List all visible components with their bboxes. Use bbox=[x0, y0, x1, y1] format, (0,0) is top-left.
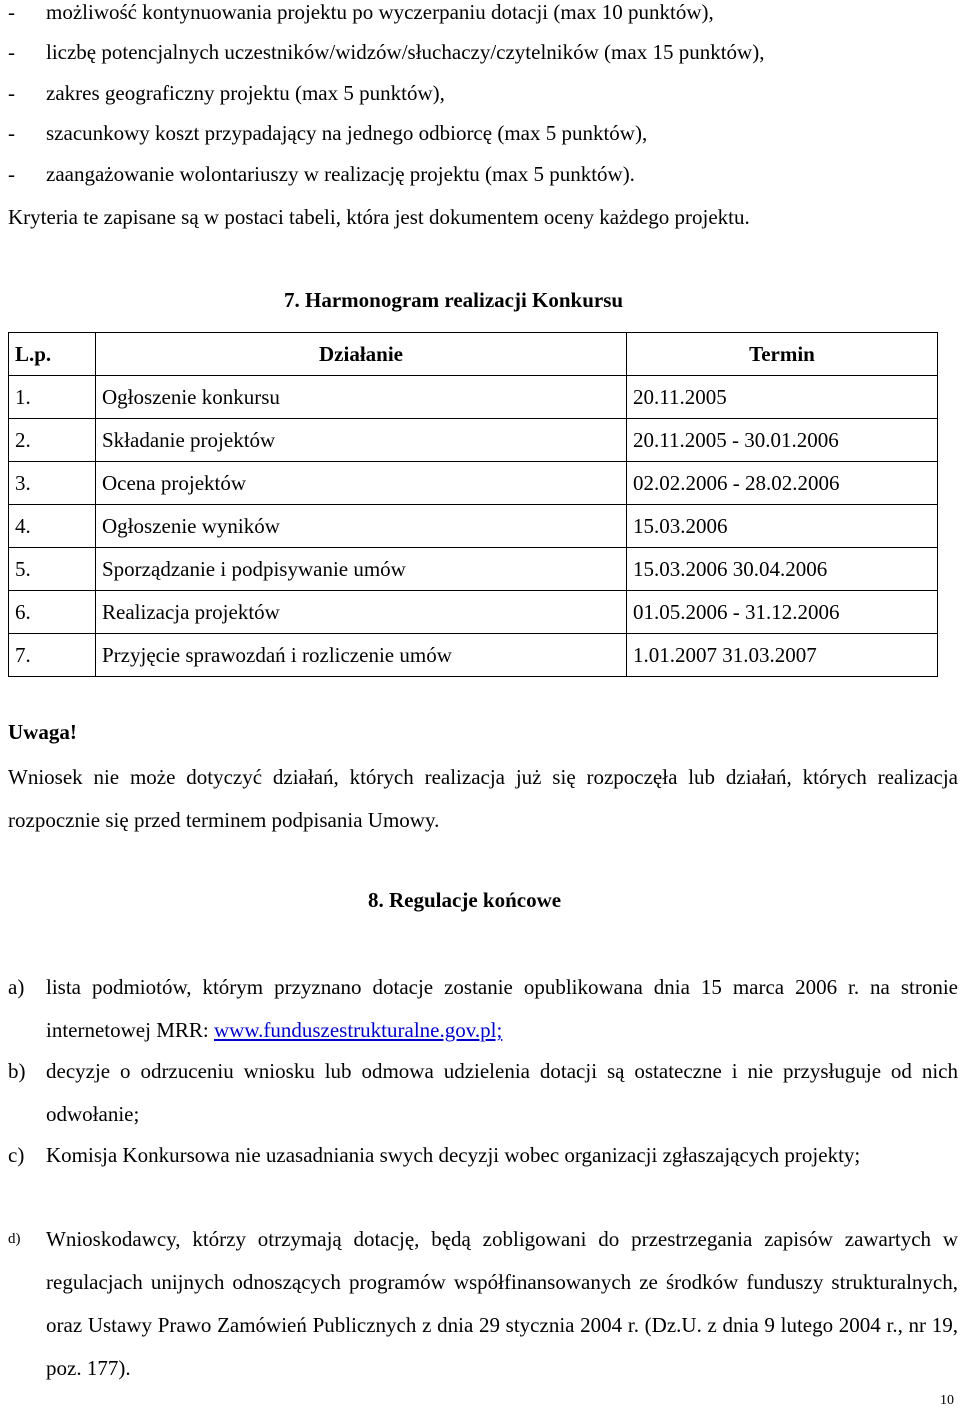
criteria-bullet-text: liczbę potencjalnych uczestników/widzów/słuchaczy/czytelników (max 15 punktów), bbox=[46, 40, 765, 64]
list-marker: d) bbox=[8, 1231, 21, 1247]
row-number: 4. bbox=[9, 505, 96, 548]
mrr-website-link[interactable]: www.funduszestrukturalne.gov.pl; bbox=[213, 1018, 503, 1042]
list-item-text: Wnioskodawcy, którzy otrzymają dotację, będą zobligowani do przestrzegania zapisów zawartych w regulacjach unijnych odnoszących programów współfinansowanych ze środków funduszy strukturalnych, oraz Ustawy Prawo Zamówień Publicznych z dnia 29 stycznia 2004 r. (Dz.U. z dnia 9 lutego 2004 r., nr 19, poz. 177). bbox=[46, 1227, 958, 1380]
criteria-bullet-text: zaangażowanie wolontariuszy w realizację projektu (max 5 punktów). bbox=[46, 162, 635, 186]
row-date: 01.05.2006 - 31.12.2006 bbox=[627, 591, 938, 634]
header-date: Termin bbox=[627, 333, 938, 376]
table-row bbox=[9, 462, 938, 505]
criteria-bullet bbox=[8, 0, 714, 25]
list-item-text: Komisja Konkursowa nie uzasadniania swych decyzji wobec organizacji zgłaszających projekty; bbox=[46, 1143, 861, 1167]
row-action: Ocena projektów bbox=[96, 462, 627, 505]
row-number: 7. bbox=[9, 634, 96, 677]
table-row bbox=[9, 419, 938, 462]
list-item bbox=[8, 966, 958, 1052]
row-action: Realizacja projektów bbox=[96, 591, 627, 634]
criteria-bullet bbox=[8, 121, 647, 146]
table-row bbox=[9, 505, 938, 548]
list-item bbox=[8, 1050, 958, 1136]
list-marker: b) bbox=[8, 1059, 26, 1083]
bullet-dash: - bbox=[8, 0, 15, 24]
criteria-note: Kryteria te zapisane są w postaci tabeli, która jest dokumentem oceny każdego projektu. bbox=[8, 205, 750, 229]
bullet-dash: - bbox=[8, 121, 15, 145]
row-number: 6. bbox=[9, 591, 96, 634]
list-item bbox=[8, 1218, 958, 1390]
criteria-bullet-text: zakres geograficzny projektu (max 5 punktów), bbox=[46, 81, 445, 105]
row-date: 02.02.2006 - 28.02.2006 bbox=[627, 462, 938, 505]
criteria-bullet-text: szacunkowy koszt przypadający na jednego odbiorcę (max 5 punktów), bbox=[46, 121, 648, 145]
row-number: 2. bbox=[9, 419, 96, 462]
list-item-text bbox=[46, 966, 958, 1052]
row-date: 15.03.2006 30.04.2006 bbox=[627, 548, 938, 591]
table-row bbox=[9, 376, 938, 419]
list-marker: c) bbox=[8, 1143, 25, 1167]
section8-title: 8. Regulacje końcowe bbox=[368, 888, 562, 912]
row-action: Składanie projektów bbox=[96, 419, 627, 462]
row-action: Przyjęcie sprawozdań i rozliczenie umów bbox=[96, 634, 627, 677]
row-number: 1. bbox=[9, 376, 96, 419]
header-lp: L.p. bbox=[9, 333, 96, 376]
list-marker: a) bbox=[8, 975, 25, 999]
row-date: 1.01.2007 31.03.2007 bbox=[627, 634, 938, 677]
note-title: Uwaga! bbox=[8, 720, 77, 744]
row-number: 5. bbox=[9, 548, 96, 591]
bullet-dash: - bbox=[8, 40, 15, 64]
table-row bbox=[9, 548, 938, 591]
criteria-bullet bbox=[8, 162, 635, 187]
criteria-bullet bbox=[8, 40, 764, 65]
table-row bbox=[9, 591, 938, 634]
page-number: 10 bbox=[940, 1393, 954, 1408]
row-number: 3. bbox=[9, 462, 96, 505]
note-text: Wniosek nie może dotyczyć działań, których realizacja już się rozpoczęła lub działań, których realizacja rozpocznie się przed terminem podpisania Umowy. bbox=[8, 765, 958, 832]
list-item bbox=[8, 1134, 958, 1177]
row-action: Ogłoszenie konkursu bbox=[96, 376, 627, 419]
table-header-row bbox=[9, 333, 938, 376]
row-date: 20.11.2005 - 30.01.2006 bbox=[627, 419, 938, 462]
row-action: Sporządzanie i podpisywanie umów bbox=[96, 548, 627, 591]
row-action: Ogłoszenie wyników bbox=[96, 505, 627, 548]
list-item-text: decyzje o odrzuceniu wniosku lub odmowa udzielenia dotacji są ostateczne i nie przysługuje od nich odwołanie; bbox=[46, 1059, 958, 1126]
header-action: Działanie bbox=[96, 333, 627, 376]
criteria-bullet bbox=[8, 81, 445, 106]
criteria-bullet-text: możliwość kontynuowania projektu po wyczerpaniu dotacji (max 10 punktów), bbox=[46, 0, 714, 24]
list-item-body: lista podmiotów, którym przyznano dotacje zostanie opublikowana dnia 15 marca 2006 r. na stronie internetowej MRR: bbox=[46, 975, 958, 1042]
row-date: 15.03.2006 bbox=[627, 505, 938, 548]
section7-title: 7. Harmonogram realizacji Konkursu bbox=[284, 288, 624, 312]
row-date: 20.11.2005 bbox=[627, 376, 938, 419]
bullet-dash: - bbox=[8, 162, 15, 186]
bullet-dash: - bbox=[8, 81, 15, 105]
table-row bbox=[9, 634, 938, 677]
schedule-table bbox=[8, 332, 938, 677]
